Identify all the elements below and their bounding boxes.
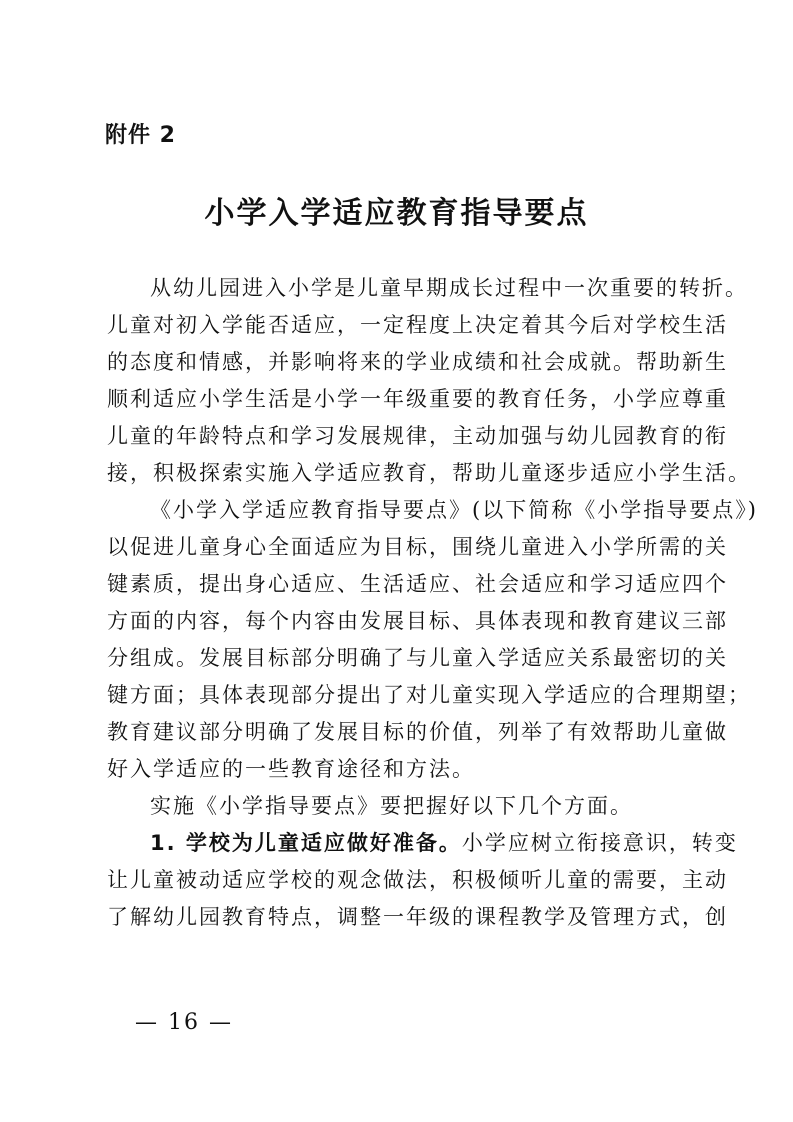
paragraph-line: 儿童对初入学能否适应，一定程度上决定着其今后对学校生活 (107, 313, 728, 337)
paragraph-line: 以促进儿童身心全面适应为目标，围绕儿童进入小学所需的关 (107, 535, 728, 559)
paragraph-line: 方面的内容，每个内容由发展目标、具体表现和教育建议三部 (107, 609, 728, 633)
paragraph-line: 从幼儿园进入小学是儿童早期成长过程中一次重要的转折。 (150, 276, 748, 300)
section-heading: 1. 学校为儿童适应做好准备。 (150, 831, 462, 855)
paragraph-line: 顺利适应小学生活是小学一年级重要的教育任务，小学应尊重 (107, 387, 728, 411)
paragraph-line: 实施《小学指导要点》要把握好以下几个方面。 (150, 794, 633, 818)
paragraph-line: 分组成。发展目标部分明确了与儿童入学适应关系最密切的关 (107, 646, 728, 670)
page-number: — 16 — (135, 1010, 233, 1035)
paragraph-line: 的态度和情感，并影响将来的学业成绩和社会成就。帮助新生 (107, 350, 728, 374)
paragraph-line: 接，积极探索实施入学适应教育，帮助儿童逐步适应小学生活。 (107, 461, 751, 485)
paragraph-line: 好入学适应的一些教育途径和方法。 (107, 757, 475, 781)
paragraph-line: 键素质，提出身心适应、生活适应、社会适应和学习适应四个 (107, 572, 728, 596)
document-title: 小学入学适应教育指导要点 (204, 196, 589, 231)
paragraph-text: 小学应树立衔接意识，转变 (461, 831, 738, 855)
paragraph-line: 让儿童被动适应学校的观念做法，积极倾听儿童的需要，主动 (107, 868, 728, 892)
paragraph-line: 键方面；具体表现部分提出了对儿童实现入学适应的合理期望； (107, 683, 751, 707)
paragraph-line: 了解幼儿园教育特点，调整一年级的课程教学及管理方式，创 (107, 905, 728, 929)
document-body (107, 270, 758, 936)
paragraph-line: 《小学入学适应教育指导要点》(以下简称《小学指导要点》) (150, 498, 758, 522)
attachment-label: 附件 2 (105, 123, 176, 148)
paragraph-line: 儿童的年龄特点和学习发展规律，主动加强与幼儿园教育的衔 (107, 424, 728, 448)
paragraph-line: 教育建议部分明确了发展目标的价值，列举了有效帮助儿童做 (107, 720, 728, 744)
paragraph-line (107, 825, 738, 862)
